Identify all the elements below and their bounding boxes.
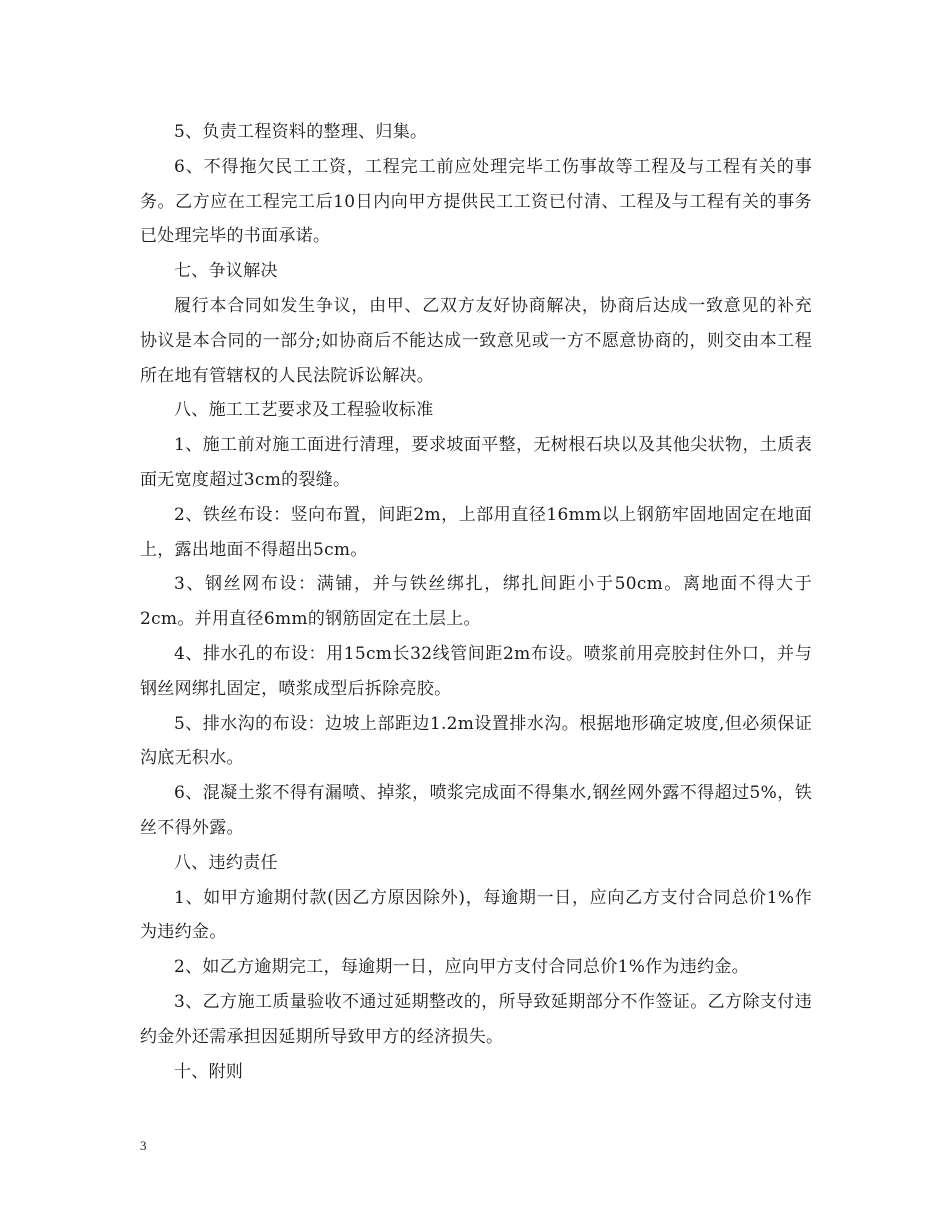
section-heading: 十、附则 [174, 1061, 244, 1082]
paragraph: 2、铁丝布设：竖向布置，间距2m，上部用直径16mm以上钢筋牢固地固定在地面上，露出地面不得超出5cm。 [140, 504, 812, 560]
paragraph: 2、如乙方逾期完工，每逾期一日，应向甲方支付合同总价1%作为违约金。 [174, 957, 749, 978]
paragraph: 5、排水沟的布设：边坡上部距边1.2m设置排水沟。根据地形确定坡度,但必须保证沟底无积水。 [140, 713, 812, 769]
section-heading: 八、施工工艺要求及工程验收标准 [174, 400, 434, 421]
paragraph: 1、施工前对施工面进行清理，要求坡面平整，无树根石块以及其他尖状物，土质表面无宽度超过3cm的裂缝。 [140, 435, 812, 490]
paragraph: 履行本合同如发生争议，由甲、乙双方友好协商解决，协商后达成一致意见的补充协议是本合同的一部分;如协商后不能达成一致意见或一方不愿意协商的，则交由本工程所在地有管辖权的人民法院诉讼解决。 [140, 295, 812, 386]
page-number: 3 [140, 1138, 147, 1153]
paragraph: 6、不得拖欠民工工资，工程完工前应处理完毕工伤事故等工程及与工程有关的事务。乙方应在工程完工后10日内向甲方提供民工工资已付清、工程及与工程有关的事务已处理完毕的书面承诺。 [140, 156, 812, 247]
document-body [140, 115, 812, 1089]
section-heading: 七、争议解决 [174, 261, 278, 282]
paragraph: 3、钢丝网布设：满铺，并与铁丝绑扎，绑扎间距小于50cm。离地面不得大于2cm。并用直径6mm的钢筋固定在土层上。 [140, 574, 812, 630]
paragraph: 1、如甲方逾期付款(因乙方原因除外)，每逾期一日，应向乙方支付合同总价1%作为违约金。 [140, 887, 812, 943]
paragraph: 4、排水孔的布设：用15cm长32线管间距2m布设。喷浆前用亮胶封住外口，并与钢丝网绑扎固定，喷浆成型后拆除亮胶。 [140, 643, 812, 699]
paragraph: 6、混凝土浆不得有漏喷、掉浆，喷浆完成面不得集水,钢丝网外露不得超过5%，铁丝不得外露。 [140, 783, 812, 838]
section-heading: 八、违约责任 [174, 852, 278, 873]
paragraph: 3、乙方施工质量验收不通过延期整改的，所导致延期部分不作签证。乙方除支付违约金外还需承担因延期所导致甲方的经济损失。 [140, 991, 812, 1047]
paragraph: 5、负责工程资料的整理、归集。 [174, 122, 428, 142]
